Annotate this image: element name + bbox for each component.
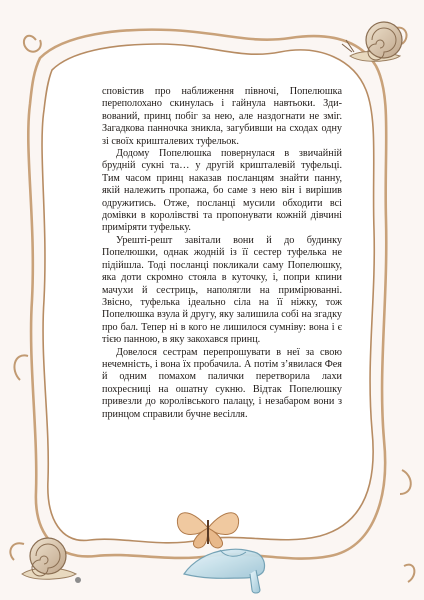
story-paragraph: Додому Попелюшка повернулася в звичайній брудній сукні та… у другій кришталевій туфельці. Тим часом принц наказав посланцям знайти панну, якій належить пропажа, бо саме з нею він і вирішив одружитись. Отже, посланці мусили обходити всі домівки в королівстві та пропонувати кожній дівчині приміряти туфельку. [102,148,342,234]
story-paragraph: Урешті-решт завітали вони й до будинку Попелюшки, однак жодній із її сестер туфелька не підійшла. Тоді посланці покликали саму Попелюшку, яка доти скромно стояла в куточку, і, попри кпини мачухи й сестриць, наполягли на примірюванні. Звісно, туфелька ідеально сіла на її ніжку, тож Попелюшка взула й другу, яку залишила собі на згадку про бал. Тепер ні в кого не лишилося сумніву: вона і є тією панною, в яку закохався принц. [102,234,342,346]
snail-icon [342,22,402,61]
glass-slipper-icon [184,549,265,593]
story-paragraph: сповістив про наближення півночі, Попелюшка переполохано скинулась і гайнула навтьоки. Здивований, принц побіг за нею, але наздогнати не зміг. Загадкова панночка зникла, загубивши на сходах одну зі своїх кришталевих туфельок. [102,86,342,147]
snail-icon [22,538,81,583]
story-paragraph: Довелося сестрам перепрошувати в неї за свою нечемність, і вона їх пробачила. А потім з’явилася Фея й одним помахом палички перетворила лахи похресниці на ошатну сукню. Відтак Попелюшку привезли до королівського палацу, і незабаром вони з принцом справили бучне весілля. [102,346,342,420]
story-text [102,86,342,421]
